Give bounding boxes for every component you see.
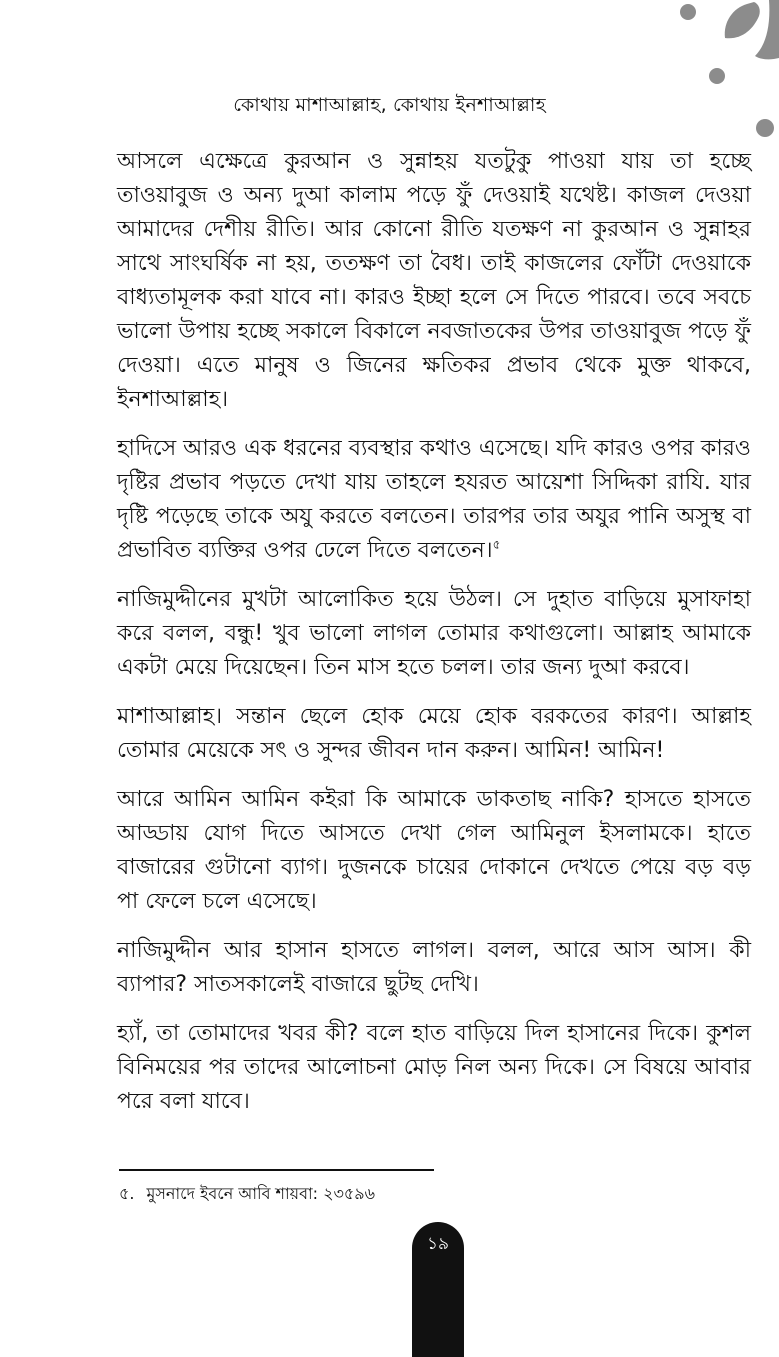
paragraph: নাজিমুদ্দীন আর হাসান হাসতে লাগল। বলল, আরে আস আস। কী ব্যাপার? সাতসকালেই বাজারে ছুটছ দেখি। [117, 938, 751, 997]
paragraph: আরে আমিন আমিন কইরা কি আমাকে ডাকতাছ নাকি? হাসতে হাসতে আড্ডায় যোগ দিতে আসতে দেখা গেল আমিনুল ইসলামকে। হাতে বাজারের গুটানো ব্যাগ। দুজনকে চায়ের দোকানে দেখতে পেয়ে বড় বড় পা ফেলে চলে এসেছে। [117, 787, 751, 914]
footnote [119, 1183, 375, 1205]
paragraph-with-footnote [117, 432, 751, 568]
running-header: কোথায় মাশাআল্লাহ, কোথায় ইনশাআল্লাহ [233, 94, 546, 116]
footnote-reference: ৫ [492, 537, 501, 552]
footnote-text: মুসনাদে ইবনে আবি শায়বা: ২৩৫৯৬ [146, 1184, 376, 1203]
paragraph: মাশাআল্লাহ। সন্তান ছেলে হোক মেয়ে হোক বরকতের কারণ। আল্লাহ তোমার মেয়েকে সৎ ও সুন্দর জীবন দান করুন। আমিন! আমিন! [117, 704, 751, 763]
footnote-divider [119, 1169, 434, 1171]
body-text [117, 145, 751, 1134]
page-number: ১৯ [426, 1234, 450, 1254]
paragraph: হ্যাঁ, তা তোমাদের খবর কী? বলে হাত বাড়িয়ে দিল হাসানের দিকে। কুশল বিনিময়ের পর তাদের আলোচনা মোড় নিল অন্য দিকে। সে বিষয়ে আবার পরে বলা যাবে। [117, 1021, 751, 1114]
paragraph-text: হাদিসে আরও এক ধরনের ব্যবস্থার কথাও এসেছে। যদি কারও ওপর কারও দৃষ্টির প্রভাব পড়তে দেখা যায় তাহলে হযরত আয়েশা সিদ্দিকা রাযি. যার দৃষ্টি পড়েছে তাকে অযু করতে বলতেন। তারপর তার অযুর পানি অসুস্থ বা প্রভাবিত ব্যক্তির ওপর ঢেলে দিতে বলতেন। [117, 436, 751, 563]
footnote-number: ৫. [119, 1184, 135, 1203]
paragraph: নাজিমুদ্দীনের মুখটা আলোকিত হয়ে উঠল। সে দুহাত বাড়িয়ে মুসাফাহা করে বলল, বন্ধু! খুব ভালো লাগল তোমার কথাগুলো। আল্লাহ আমাকে একটা মেয়ে দিয়েছেন। তিন মাস হতে চলল। তার জন্য দুআ করবে। [117, 587, 751, 680]
paragraph: আসলে এক্ষেত্রে কুরআন ও সুন্নাহয় যতটুকু পাওয়া যায় তা হচ্ছে তাওয়াবুজ ও অন্য দুআ কালাম পড়ে ফুঁ দেওয়াই যথেষ্ট। কাজল দেওয়া আমাদের দেশীয় রীতি। আর কোনো রীতি যতক্ষণ না কুরআন ও সুন্নাহর সাথে সাংঘর্ষিক না হয়, ততক্ষণ তা বৈধ। তাই কাজলের ফোঁটা দেওয়াকে বাধ্যতামূলক করা যাবে না। কারও ইচ্ছা হলে সে দিতে পারবে। তবে সবচে ভালো উপায় হচ্ছে সকালে বিকালে নবজাতকের উপর তাওয়াবুজ পড়ে ফুঁ দেওয়া। এতে মানুষ ও জিনের ক্ষতিকর প্রভাব থেকে মুক্ত থাকবে, ইনশাআল্লাহ। [117, 149, 751, 412]
corner-ornament-icon [669, 0, 779, 150]
page-number-tab [412, 1222, 464, 1357]
